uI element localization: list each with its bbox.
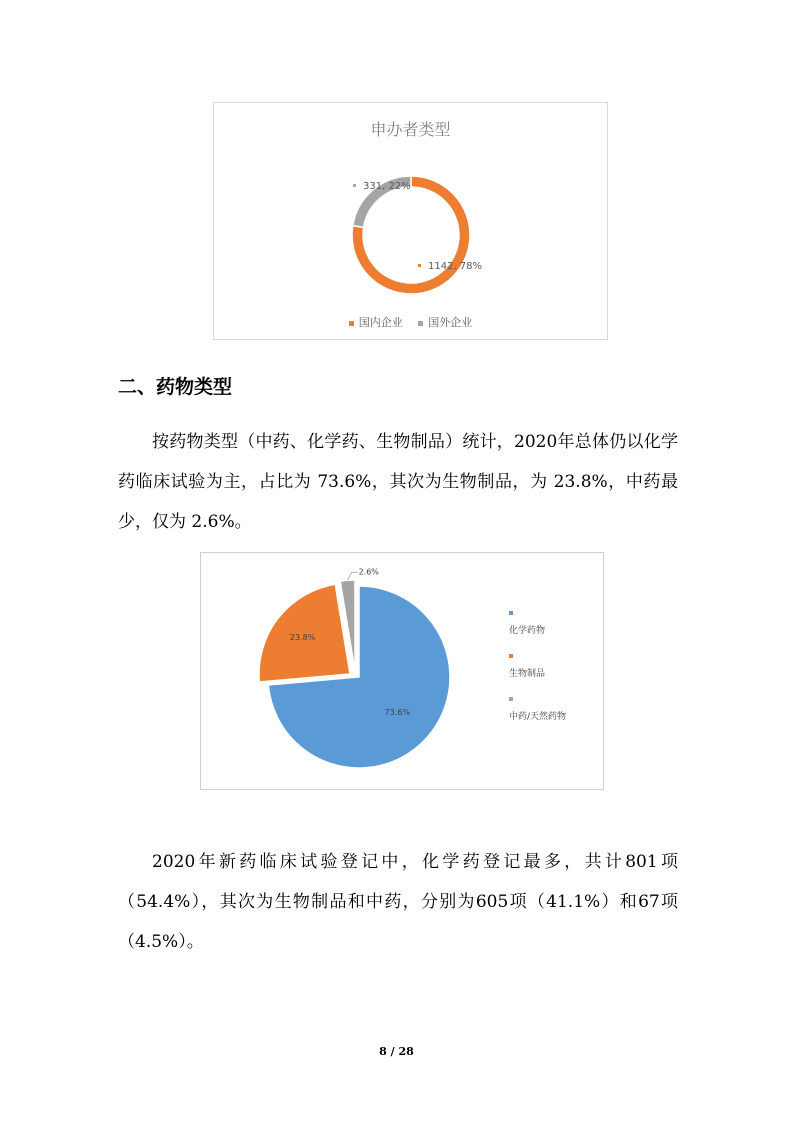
data-label: 2.6% — [358, 567, 379, 577]
paragraph-drug-type-summary: 按药物类型（中药、化学药、生物制品）统计，2020年总体仍以化学药临床试验为主，占比为 73.6%，其次为生物制品，为 23.8%，中药最少，仅为 2.6%。 — [118, 432, 678, 532]
legend-label: 生物制品 — [509, 669, 546, 679]
drug-type-chart — [200, 552, 604, 790]
paragraph-registration-summary: 2020年新药临床试验登记中，化学药登记最多，共计801项（54.4%），其次为生物制品和中药，分别为605项（41.1%）和67项（4.5%）。 — [118, 852, 678, 952]
data-label: 331, 22% — [363, 181, 411, 192]
sponsor-type-chart — [213, 102, 608, 340]
legend-item-domestic — [349, 314, 403, 330]
data-label: 73.6% — [384, 708, 411, 718]
legend-swatch — [509, 697, 513, 701]
chart-title: 申办者类型 — [370, 120, 451, 139]
chart-legend — [214, 314, 607, 330]
data-label: 1142, 78% — [428, 261, 483, 272]
legend-label: 国外企业 — [428, 316, 473, 329]
legend-item-chemical — [509, 611, 599, 654]
legend-swatch — [418, 321, 423, 326]
legend-item-biologic — [509, 654, 599, 697]
legend-swatch — [349, 321, 354, 326]
leader-line — [348, 572, 358, 580]
section-heading: 二、药物类型 — [118, 376, 233, 398]
page-number: 8 / 28 — [379, 1045, 414, 1058]
legend-label: 中药/天然药物 — [509, 712, 567, 722]
legend-label: 化学药物 — [509, 626, 546, 636]
legend-item-foreign — [418, 314, 472, 330]
legend-swatch — [509, 611, 513, 615]
legend-item-tcm — [509, 697, 599, 740]
legend-swatch — [509, 654, 513, 658]
donut-chart-svg — [214, 103, 607, 339]
data-label-marker — [418, 264, 421, 267]
chart-legend — [509, 611, 599, 740]
data-label-marker — [353, 184, 356, 187]
legend-label: 国内企业 — [358, 316, 403, 329]
data-label: 23.8% — [289, 633, 316, 643]
